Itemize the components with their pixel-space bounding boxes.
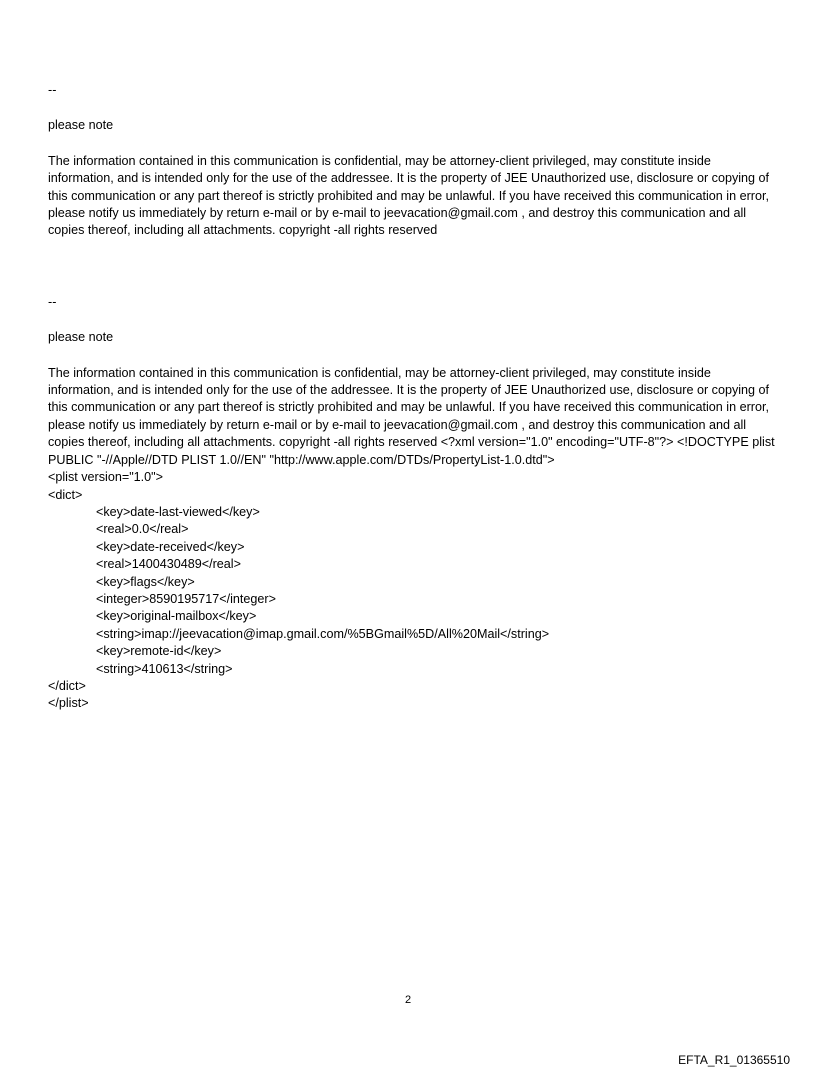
disclaimer-block-1 [48, 82, 778, 240]
plist-entry: <string>imap://jeevacation@imap.gmail.com/%5BGmail%5D/All%20Mail</string> [96, 626, 550, 641]
separator: -- [48, 83, 57, 97]
disclaimer-block-2 [48, 294, 778, 469]
bates-number: EFTA_R1_01365510 [678, 1053, 790, 1067]
note-label: please note [48, 118, 114, 133]
plist-entry: <key>date-last-viewed</key> [96, 504, 260, 519]
disclaimer-text: The information contained in this communication is confidential, may be attorney-client privileged, may constitute inside information, and is intended only for the use of the addressee. It is the property of JEE Unauthorized use, disclosure or copying of this communication or any part thereof is strictly prohibited and may be unlawful. If you have received this communication in error, please notify us immediately by return e-mail or by e-mail to jeevacation@gmail.com , and destroy this communication and all copies thereof, including all attachments. copyright -all rights reserved <?xml version="1.0" encoding="UTF-8"?> <!DOCTYPE plist PUBLIC "-//Apple//DTD PLIST 1.0//EN" "http://www.apple.com/DTDs/PropertyList-1.0.dtd"> [48, 365, 775, 467]
document-body [48, 82, 778, 713]
note-label: please note [48, 330, 114, 345]
separator: -- [48, 294, 57, 309]
plist-entry: <string>410613</string> [96, 661, 233, 676]
plist-entry: <key>flags</key> [96, 574, 195, 589]
dict-close-tag: </dict> [48, 678, 86, 693]
disclaimer-text: The information contained in this communication is confidential, may be attorney-client privileged, may constitute inside information, and is intended only for the use of the addressee. It is the property of JEE Unauthorized use, disclosure or copying of this communication or any part thereof is strictly prohibited and may be unlawful. If you have received this communication in error, please notify us immediately by return e-mail or by e-mail to jeevacation@gmail.com , and destroy this communication and all copies thereof, including all attachments. copyright -all rights reserved [48, 153, 770, 238]
plist-entry: <key>original-mailbox</key> [96, 609, 257, 624]
plist-entry: <key>remote-id</key> [96, 644, 222, 659]
plist-entry: <integer>8590195717</integer> [96, 591, 276, 606]
page-number: 2 [404, 994, 412, 1006]
plist-open-tag: <plist version="1.0"> [48, 470, 164, 485]
plist-entry: <real>0.0</real> [96, 522, 189, 537]
dict-open-tag: <dict> [48, 487, 83, 502]
plist-xml [48, 469, 778, 713]
plist-entry: <key>date-received</key> [96, 539, 245, 554]
spacer [48, 240, 778, 294]
plist-entry: <real>1400430489</real> [96, 557, 241, 572]
plist-close-tag: </plist> [48, 696, 89, 711]
